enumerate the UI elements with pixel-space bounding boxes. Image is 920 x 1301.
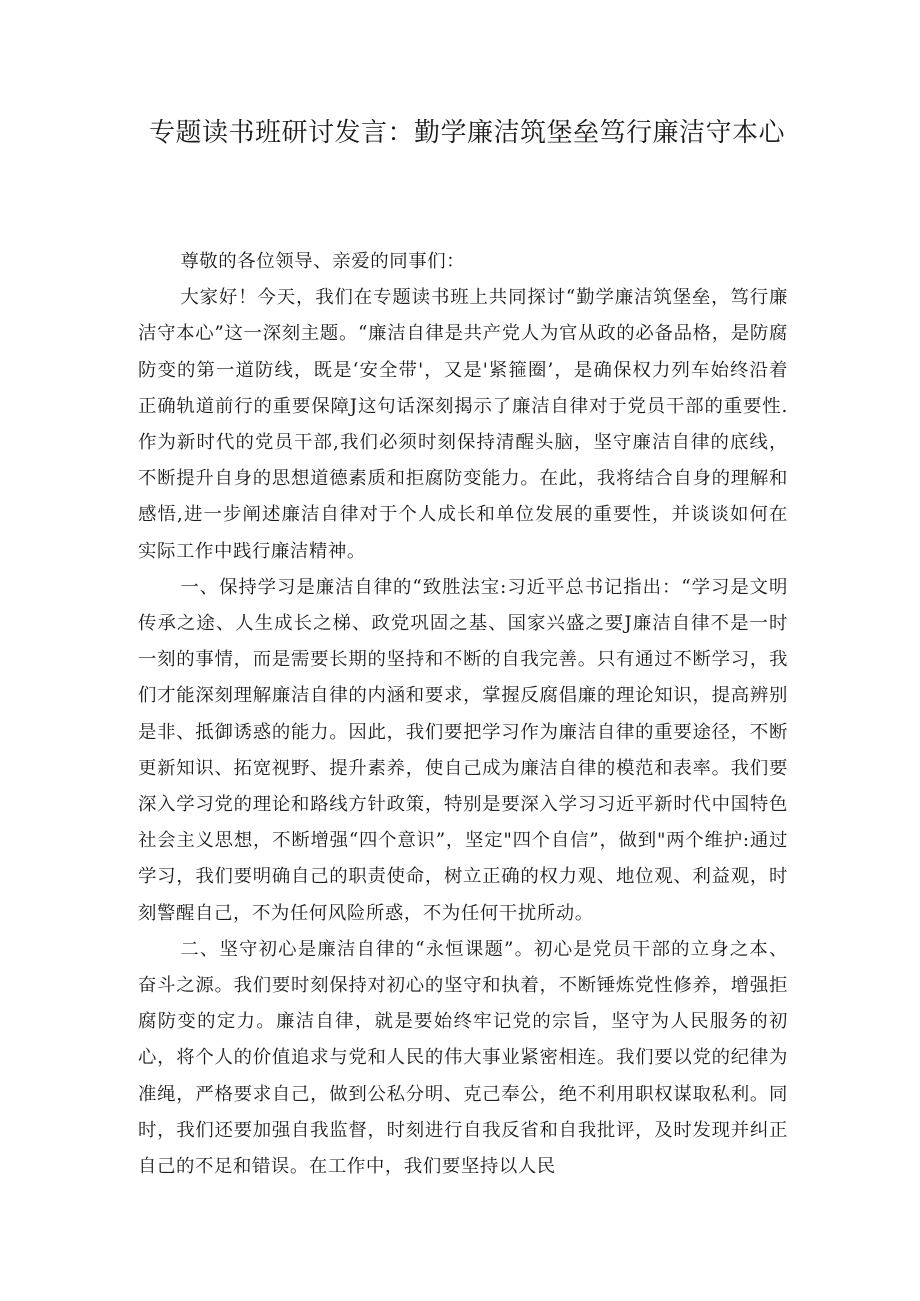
intro-paragraph: 大家好！今天，我们在专题读书班上共同探讨“勤学廉洁筑堡垒，笃行廉洁守本心”这一深刻主题。“廉洁自律是共产党人为官从政的必备品格，是防腐防变的第一道防线，既是‘安全带'，又是'紧箍圈’，是确保权力列车始终沿着正确轨道前行的重要保障J这句话深刻揭示了廉洁自律对于党员干部的重要性.作为新时代的党员干部,我们必须时刻保持清醒头脑，坚守廉洁自律的底线，不断提升自身的思想道德素质和拒腐防变能力。在此，我将结合自身的理解和感悟,进一步阐述廉洁自律对于个人成长和单位发展的重要性，并谈谈如何在实际工作中践行廉洁精神。 [138,287,788,562]
document-title: 专题读书班研讨发言：勤学廉洁筑堡垒笃行廉洁守本心 [148,118,785,148]
document-body [138,244,788,1185]
section-two-paragraph: 二、坚守初心是廉洁自律的“永恒课题”。初心是党员干部的立身之本、奋斗之源。我们要时刻保持对初心的坚守和执着，不断锤炼党性修养，增强拒腐防变的定力。廉洁自律，就是要始终牢记党的宗旨，坚守为人民服务的初心，将个人的价值追求与党和人民的伟大事业紧密相连。我们要以党的纪律为准绳，严格要求自己，做到公私分明、克己奉公，绝不利用职权谋取私利。同时，我们还要加强自我监督，时刻进行自我反省和自我批评，及时发现并纠正自己的不足和错误。在工作中，我们要坚持以人民 [138,938,788,1178]
section-one-paragraph: 一、保持学习是廉洁自律的“致胜法宝:习近平总书记指出：“学习是文明传承之途、人生成长之梯、政党巩固之基、国家兴盛之要J廉洁自律不是一时一刻的事情，而是需要长期的坚持和不断的自我完善。只有通过不断学习，我们才能深刻理解廉洁自律的内涵和要求，掌握反腐倡廉的理论知识，提高辨别是非、抵御诱惑的能力。因此，我们要把学习作为廉洁自律的重要途径，不断更新知识、拓宽视野、提升素养，使自己成为廉洁自律的模范和表率。我们要深入学习党的理论和路线方针政策，特别是要深入学习习近平新时代中国特色社会主义思想，不断增强“四个意识”，坚定"四个自信”，做到"两个维护:通过学习，我们要明确自己的职责使命，树立正确的权力观、地位观、利益观，时刻警醒自己，不为任何风险所惑，不为任何干扰所动。 [138,576,788,924]
greeting-paragraph: 尊敬的各位领导、亲爱的同事们： [180,251,466,272]
